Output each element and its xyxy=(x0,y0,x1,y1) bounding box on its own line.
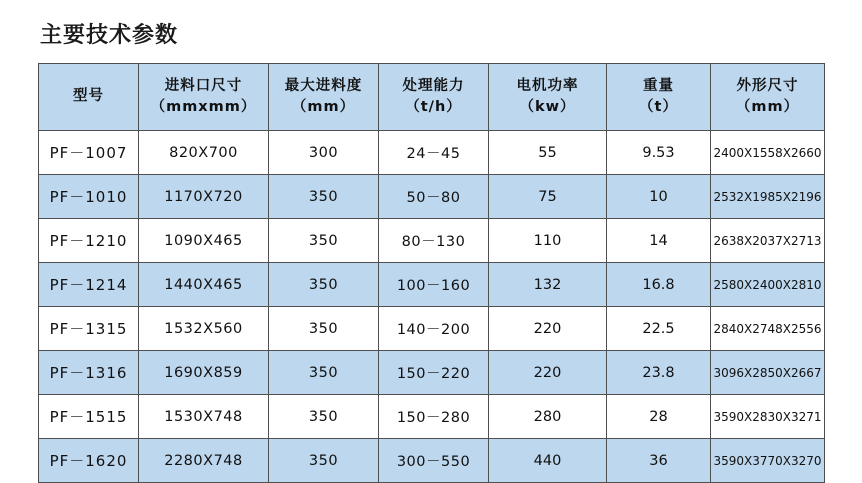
table-body xyxy=(39,131,825,483)
cell-model: PF－1210 xyxy=(39,219,139,263)
cell-feed-opening: 1532X560 xyxy=(139,307,269,351)
column-header-feed-opening-line2: （mmxmm） xyxy=(150,99,257,115)
column-header-power-line1: 电机功率 xyxy=(516,77,579,94)
column-header-max-feed-line1: 最大进料度 xyxy=(284,77,363,94)
cell-dimensions: 3096X2850X2667 xyxy=(711,351,825,395)
cell-capacity: 50－80 xyxy=(379,175,489,219)
column-header-max-feed-line2: （mm） xyxy=(291,99,356,115)
cell-max-feed: 350 xyxy=(269,263,379,307)
cell-model: PF－1315 xyxy=(39,307,139,351)
cell-model: PF－1010 xyxy=(39,175,139,219)
cell-feed-opening: 820X700 xyxy=(139,131,269,175)
table-row xyxy=(39,351,825,395)
column-header-weight-line2: （t） xyxy=(639,99,678,115)
cell-weight: 10 xyxy=(607,175,711,219)
cell-model: PF－1515 xyxy=(39,395,139,439)
column-header-weight xyxy=(607,64,711,131)
cell-max-feed: 350 xyxy=(269,439,379,483)
cell-capacity: 150－220 xyxy=(379,351,489,395)
table-row xyxy=(39,175,825,219)
cell-max-feed: 350 xyxy=(269,395,379,439)
table-row xyxy=(39,131,825,175)
column-header-model-line1: 型号 xyxy=(73,88,104,105)
cell-capacity: 140－200 xyxy=(379,307,489,351)
cell-weight: 23.8 xyxy=(607,351,711,395)
cell-model: PF－1007 xyxy=(39,131,139,175)
cell-max-feed: 350 xyxy=(269,351,379,395)
column-header-dimensions xyxy=(711,64,825,131)
cell-capacity: 100－160 xyxy=(379,263,489,307)
page-title: 主要技术参数 xyxy=(40,23,179,48)
cell-dimensions: 2400X1558X2660 xyxy=(711,131,825,175)
cell-capacity: 24－45 xyxy=(379,131,489,175)
cell-power: 132 xyxy=(489,263,607,307)
column-header-capacity-line2: （t/h） xyxy=(405,99,462,115)
cell-dimensions: 2580X2400X2810 xyxy=(711,263,825,307)
cell-weight: 36 xyxy=(607,439,711,483)
column-header-max-feed xyxy=(269,64,379,131)
column-header-feed-opening-line1: 进料口尺寸 xyxy=(164,77,243,94)
cell-dimensions: 2840X2748X2556 xyxy=(711,307,825,351)
cell-power: 220 xyxy=(489,351,607,395)
cell-weight: 22.5 xyxy=(607,307,711,351)
cell-weight: 14 xyxy=(607,219,711,263)
cell-feed-opening: 2280X748 xyxy=(139,439,269,483)
cell-capacity: 300－550 xyxy=(379,439,489,483)
cell-max-feed: 350 xyxy=(269,219,379,263)
cell-dimensions: 3590X2830X3271 xyxy=(711,395,825,439)
technical-parameters-table xyxy=(38,63,825,483)
column-header-capacity-line1: 处理能力 xyxy=(402,77,465,94)
cell-power: 55 xyxy=(489,131,607,175)
column-header-feed-opening xyxy=(139,64,269,131)
cell-capacity: 80－130 xyxy=(379,219,489,263)
cell-dimensions: 2532X1985X2196 xyxy=(711,175,825,219)
cell-model: PF－1214 xyxy=(39,263,139,307)
column-header-power xyxy=(489,64,607,131)
cell-weight: 16.8 xyxy=(607,263,711,307)
table-header-row xyxy=(39,64,825,131)
column-header-weight-line1: 重量 xyxy=(643,77,674,94)
cell-power: 75 xyxy=(489,175,607,219)
column-header-dimensions-line2: （mm） xyxy=(735,99,800,115)
cell-power: 440 xyxy=(489,439,607,483)
table-row xyxy=(39,219,825,263)
cell-power: 220 xyxy=(489,307,607,351)
table-row xyxy=(39,263,825,307)
cell-dimensions: 3590X3770X3270 xyxy=(711,439,825,483)
cell-model: PF－1620 xyxy=(39,439,139,483)
table-header xyxy=(39,64,825,131)
table-row xyxy=(39,439,825,483)
cell-feed-opening: 1440X465 xyxy=(139,263,269,307)
column-header-capacity xyxy=(379,64,489,131)
cell-feed-opening: 1530X748 xyxy=(139,395,269,439)
cell-max-feed: 350 xyxy=(269,307,379,351)
cell-dimensions: 2638X2037X2713 xyxy=(711,219,825,263)
cell-capacity: 150－280 xyxy=(379,395,489,439)
table-row xyxy=(39,395,825,439)
column-header-model xyxy=(39,64,139,131)
column-header-power-line2: （kw） xyxy=(519,99,576,115)
cell-model: PF－1316 xyxy=(39,351,139,395)
cell-max-feed: 350 xyxy=(269,175,379,219)
cell-weight: 9.53 xyxy=(607,131,711,175)
cell-feed-opening: 1690X859 xyxy=(139,351,269,395)
cell-power: 110 xyxy=(489,219,607,263)
cell-weight: 28 xyxy=(607,395,711,439)
cell-feed-opening: 1170X720 xyxy=(139,175,269,219)
table-row xyxy=(39,307,825,351)
spec-table-container xyxy=(38,63,824,483)
column-header-dimensions-line1: 外形尺寸 xyxy=(736,77,799,94)
cell-power: 280 xyxy=(489,395,607,439)
cell-feed-opening: 1090X465 xyxy=(139,219,269,263)
cell-max-feed: 300 xyxy=(269,131,379,175)
